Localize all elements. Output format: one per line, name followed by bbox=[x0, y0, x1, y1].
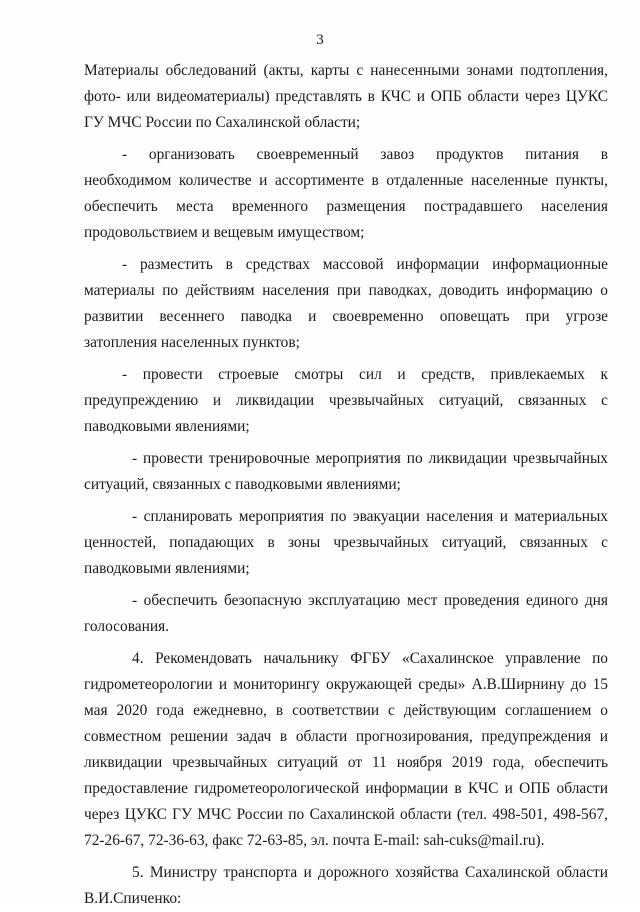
text-line: - обеспечить безопасную эксплуатацию мест проведения единого дня bbox=[132, 592, 608, 609]
text-line: ценностей, попадающих в зоны чрезвычайных ситуаций, связанных с bbox=[84, 534, 608, 551]
text-line: затопления населенных пунктов; bbox=[84, 334, 300, 351]
text-line: - разместить в средствах массовой информации информационные bbox=[122, 256, 608, 273]
text-line: Материалы обследований (акты, карты с нанесенными зонами подтопления, bbox=[84, 62, 608, 79]
text-line: ситуаций, связанных с паводковыми явлениями; bbox=[84, 476, 401, 493]
text-line: 72-26-67, 72-36-63, факс 72-63-85, эл. почта E-mail: sah-cuks@mail.ru). bbox=[84, 832, 545, 849]
text-line: 4. Рекомендовать начальнику ФГБУ «Сахалинское управление по bbox=[132, 650, 608, 667]
text-line: развитии весеннего паводка и своевременно оповещать при угрозе bbox=[84, 308, 608, 325]
text-line: гидрометеорологии и мониторингу окружающей среды» А.В.Ширнину до 15 bbox=[84, 676, 608, 693]
text-line: материалы по действиям населения при паводках, доводить информацию о bbox=[84, 282, 608, 299]
text-line: предупреждению и ликвидации чрезвычайных ситуаций, связанных с bbox=[84, 392, 608, 409]
text-line: ликвидации чрезвычайных ситуаций от 11 ноября 2019 года, обеспечить bbox=[84, 754, 608, 771]
text-line: предоставление гидрометеорологической информации в КЧС и ОПБ области bbox=[84, 780, 608, 797]
text-line: фото- или видеоматериалы) представлять в КЧС и ОПБ области через ЦУКС bbox=[84, 88, 608, 105]
text-line: паводковыми явлениями; bbox=[84, 560, 250, 577]
text-line: обеспечить места временного размещения пострадавшего населения bbox=[84, 198, 608, 215]
text-line: через ЦУКС ГУ МЧС России по Сахалинской области (тел. 498-501, 498-567, bbox=[84, 806, 608, 823]
text-line: совместном решении задач в области прогнозирования, предупреждения и bbox=[84, 728, 608, 745]
text-line: мая 2020 года ежедневно, в соответствии с действующим соглашением о bbox=[84, 702, 608, 719]
page-number: 3 bbox=[316, 32, 324, 48]
text-line: 5. Министру транспорта и дорожного хозяйства Сахалинской области bbox=[132, 864, 608, 881]
text-line: продовольствием и вещевым имуществом; bbox=[84, 224, 365, 241]
text-line: необходимом количестве и ассортименте в отдаленные населенные пункты, bbox=[84, 172, 608, 189]
text-line: - спланировать мероприятия по эвакуации населения и материальных bbox=[132, 508, 608, 525]
text-line: - провести строевые смотры сил и средств, привлекаемых к bbox=[122, 366, 608, 383]
text-line: голосования. bbox=[84, 618, 170, 635]
body-text bbox=[84, 58, 608, 912]
text-line: паводковыми явлениями; bbox=[84, 418, 250, 435]
text-line: - провести тренировочные мероприятия по ликвидации чрезвычайных bbox=[132, 450, 608, 467]
text-line: - организовать своевременный завоз продуктов питания в bbox=[122, 146, 608, 163]
text-line: В.И.Спиченко: bbox=[84, 890, 182, 907]
text-line: ГУ МЧС России по Сахалинской области; bbox=[84, 114, 361, 131]
